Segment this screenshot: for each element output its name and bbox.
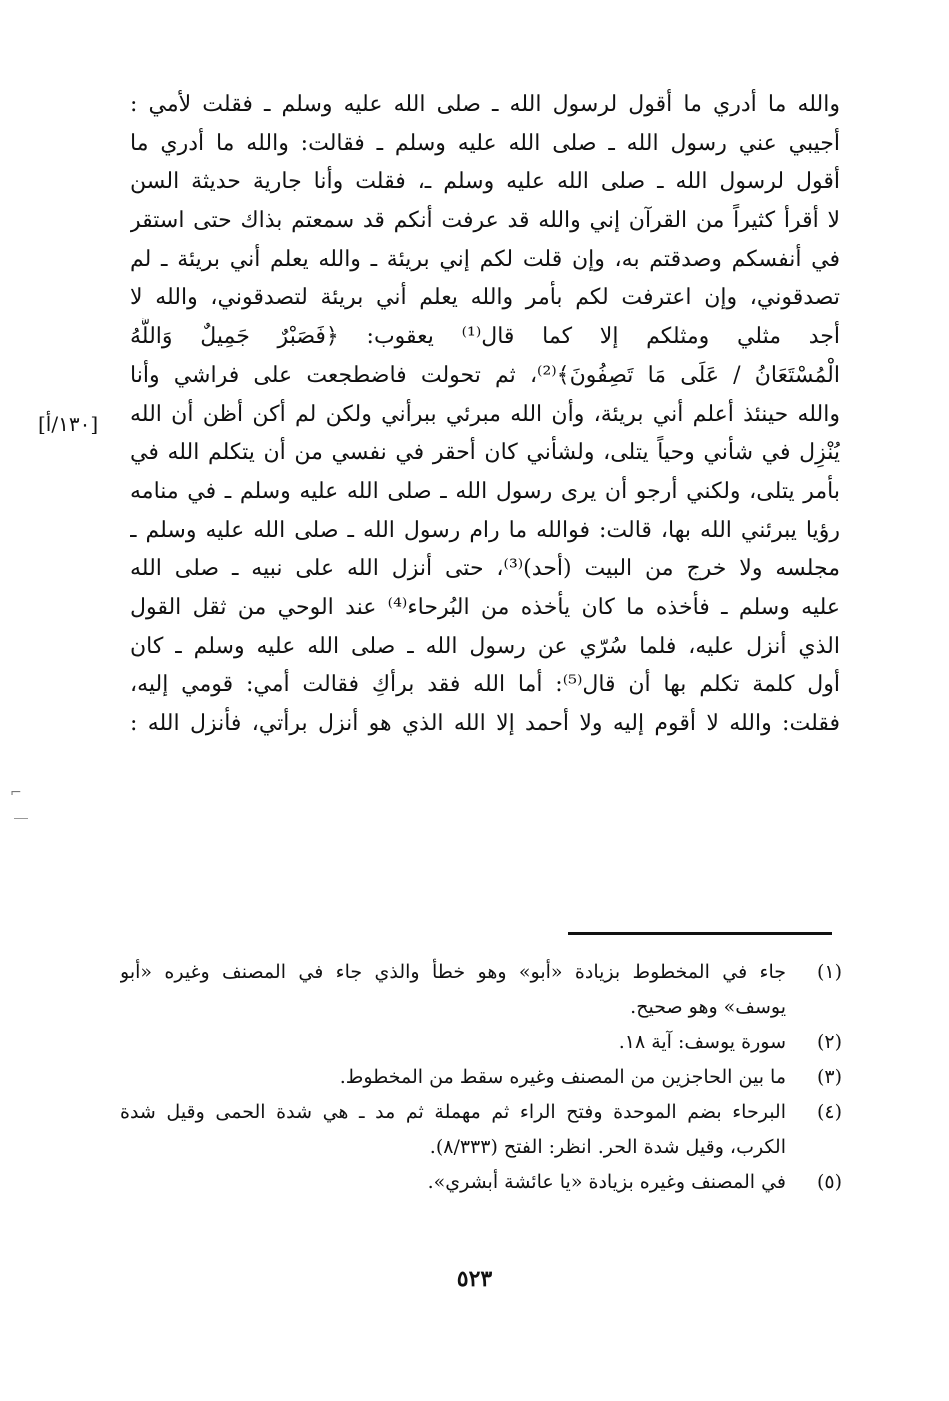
text-line: تصدقوني، وإن اعترفت لكم بأمر والله يعلم أني بريئة لتصدقوني، والله لا: [130, 285, 840, 311]
main-text: [130, 86, 840, 744]
text-line: لا أقرأ كثيراً من القرآن إني والله قد عرفت أنكم قد سمعتم بذاك حتى استقر: [130, 208, 840, 234]
text-line: والله ما أدري ما أقول لرسول الله ـ صلى الله عليه وسلم ـ فقلت لأمي :: [130, 92, 840, 117]
scan-mark: [14, 818, 28, 819]
text-line: والله حينئذ أعلم أني بريئة، وأن الله مبرئي ببرأني ولكن لم أكن أظن أن الله: [130, 401, 840, 427]
page-number: ٥٢٣: [456, 1266, 493, 1292]
footnote-number: (٢): [816, 1031, 842, 1053]
footnote-text: سورة يوسف: آية ١٨.: [618, 1031, 786, 1053]
text-line: أول كلمة تكلم بها أن قال⁽⁵⁾: أما الله فقد برأكِ فقالت أمي: قومي إليه،: [130, 672, 840, 698]
footnote-text: يوسف» وهو صحيح.: [630, 996, 786, 1018]
footnote: [120, 1060, 842, 1095]
footnote-number: (٥): [816, 1171, 842, 1193]
footnote-text: الكرب، وقيل شدة الحر. انظر: الفتح (٨/٣٣٣).: [429, 1136, 786, 1158]
footnote-separator: [568, 932, 832, 935]
footnote-number: (١): [816, 961, 842, 983]
footnote-number: (٣): [816, 1066, 842, 1088]
text-line: عليه وسلم ـ فأخذه ما كان يأخذه من البُرحاء⁽⁴⁾ عند الوحي من ثقل القول: [130, 594, 840, 620]
text-line: الذي أنزل عليه، فلما سُرّي عن رسول الله ـ صلى الله عليه وسلم ـ كان: [130, 633, 840, 659]
text-line: مجلسه ولا خرج من البيت (أحد)⁽³⁾، حتى أنزل الله على نبيه ـ صلى الله: [130, 556, 840, 582]
footnote: [120, 1095, 842, 1165]
text-line: بأمر يتلى، ولكني أرجو أن يرى رسول الله ـ صلى الله عليه وسلم ـ في منامه: [130, 478, 840, 504]
footnote-text: جاء في المخطوط بزيادة «أبو» وهو خطأ والذي جاء في المصنف وغيره «أبو: [120, 961, 786, 983]
text-line: فقلت: والله لا أقوم إليه ولا أحمد إلا الله الذي هو أنزل برأتي، فأنزل الله :: [130, 711, 840, 736]
footnote-text: ما بين الحاجزين من المصنف وغيره سقط من المخطوط.: [339, 1066, 786, 1088]
text-line: يُنْزِل في شأني وحياً يتلى، ولشأني كان أحقر في نفسي من أن يتكلم الله في: [130, 440, 840, 466]
text-line: رؤيا يبرئني الله بها، قالت: فوالله ما رام رسول الله ـ صلى الله عليه وسلم ـ: [130, 517, 840, 543]
footnote: [120, 1165, 842, 1200]
footnote: [120, 955, 842, 1025]
text-line: في أنفسكم وصدقتم به، وإن قلت لكم إني بريئة ـ والله يعلم أني بريئة ـ لم: [130, 246, 840, 272]
scan-mark: ⌐: [10, 785, 22, 801]
footnote: [120, 1025, 842, 1060]
text-line: أجيبي عني رسول الله ـ صلى الله عليه وسلم ـ فقالت: والله ما أدري ما: [130, 130, 840, 156]
footnotes: [120, 955, 842, 1200]
footnote-text: البرحاء بضم الموحدة وفتح الراء ثم مهملة ثم مد ـ هي شدة الحمى وقيل شدة: [120, 1101, 786, 1123]
text-line: الْمُسْتَعَانُ / عَلَى مَا تَصِفُونَ﴾⁽²⁾، ثم تحولت فاضطجعت على فراشي وأنا: [130, 362, 840, 388]
manuscript-folio-marker: [١٣٠/أ]: [38, 412, 99, 436]
footnote-text: في المصنف وغيره بزيادة «يا عائشة أبشري».: [427, 1171, 786, 1193]
footnote-number: (٤): [816, 1101, 842, 1123]
text-line: أجد مثلي ومثلكم إلا كما قال⁽¹⁾ يعقوب: ﴿فَصَبْرٌ جَمِيلٌ وَاللَّهُ: [130, 324, 840, 350]
text-line: أقول لرسول الله ـ صلى الله عليه وسلم ـ، فقلت وأنا جارية حديثة السن: [130, 169, 840, 195]
